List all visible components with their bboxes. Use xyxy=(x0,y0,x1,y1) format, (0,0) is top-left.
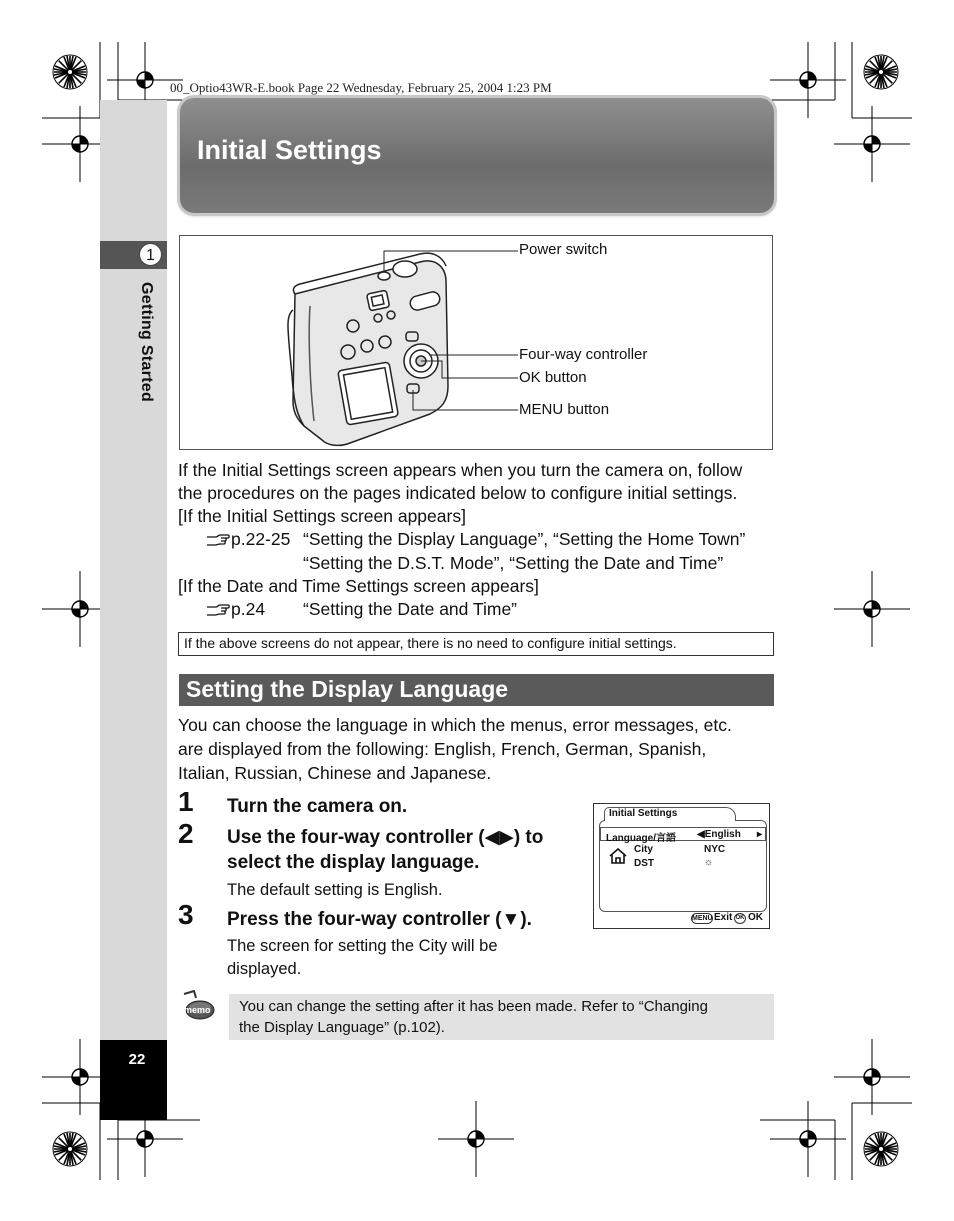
pointing-hand-icon xyxy=(206,532,230,548)
section-title: Setting the Display Language xyxy=(186,676,509,702)
step-text: select the display language. xyxy=(227,852,480,873)
chapter-label: Getting Started xyxy=(138,282,155,403)
pointing-hand-icon xyxy=(206,602,230,618)
arrow-right-icon: ▸ xyxy=(757,829,763,840)
memo-icon-label: memo xyxy=(184,1005,211,1015)
lcd-city-value: NYC xyxy=(704,844,726,855)
lcd-exit-label: Exit xyxy=(714,912,733,923)
step-subtext: The screen for setting the City will be xyxy=(227,937,498,955)
print-header: 00_Optio43WR-E.book Page 22 Wednesday, February 25, 2004 1:23 PM xyxy=(170,80,552,95)
intro-line-3: [If the Initial Settings screen appears] xyxy=(178,506,466,526)
page-title: Initial Settings xyxy=(197,135,382,165)
lcd-city-label: City xyxy=(634,844,653,855)
lcd-language-label: Language/言語 xyxy=(606,833,677,844)
step-number: 1 xyxy=(178,786,194,817)
intro-line-4: [If the Date and Time Settings screen appears] xyxy=(178,576,539,596)
ref1-line-2: “Setting the D.S.T. Mode”, “Setting the Date and Time” xyxy=(303,553,724,573)
step-number: 2 xyxy=(178,818,194,849)
chapter-number: 1 xyxy=(139,243,162,266)
memo-line-2: the Display Language” (p.102). xyxy=(239,1019,445,1036)
step-subtext: The default setting is English. xyxy=(227,881,443,899)
callout-power-switch: Power switch xyxy=(519,241,608,258)
section-intro-line-3: Italian, Russian, Chinese and Japanese. xyxy=(178,763,492,783)
camera-illustration xyxy=(180,236,772,449)
ref1-page[interactable]: p.22-25 xyxy=(231,529,291,549)
callout-four-way-controller: Four-way controller xyxy=(519,346,648,363)
ref2-text: “Setting the Date and Time” xyxy=(303,599,517,619)
intro-line-1: If the Initial Settings screen appears when you turn the camera on, follow xyxy=(178,460,743,480)
lcd-ok-label: OK xyxy=(748,912,763,923)
ref1-line-1: “Setting the Display Language”, “Setting the Home Town” xyxy=(303,529,746,549)
step-subtext: displayed. xyxy=(227,960,302,978)
note-box: If the above screens do not appear, there is no need to configure initial settings. xyxy=(178,632,774,656)
menu-badge: MENU xyxy=(692,915,713,922)
section-intro-line-2: are displayed from the following: English, French, German, Spanish, xyxy=(178,739,707,759)
ok-badge: OK xyxy=(734,913,746,924)
lcd-dst-label: DST xyxy=(634,858,654,869)
page-number: 22 xyxy=(128,1051,146,1068)
step-text: Use the four-way controller (◀▶) to xyxy=(227,827,544,848)
lcd-tab-label: Initial Settings xyxy=(609,808,678,819)
step-text: Turn the camera on. xyxy=(227,796,408,817)
callout-menu-button: MENU button xyxy=(519,401,610,418)
sun-icon: ☼ xyxy=(704,857,714,868)
memo-line-1: You can change the setting after it has been made. Refer to “Changing xyxy=(239,998,708,1015)
callout-ok-button: OK button xyxy=(519,369,587,386)
ref2-page[interactable]: p.24 xyxy=(231,599,266,619)
intro-line-2: the procedures on the pages indicated below to configure initial settings. xyxy=(178,483,738,503)
step-text: Press the four-way controller (▼). xyxy=(227,909,532,930)
section-intro-line-1: You can choose the language in which the menus, error messages, etc. xyxy=(178,715,732,735)
house-icon xyxy=(608,848,628,864)
step-number: 3 xyxy=(178,899,194,930)
lcd-language-value: ◀English xyxy=(697,829,741,840)
